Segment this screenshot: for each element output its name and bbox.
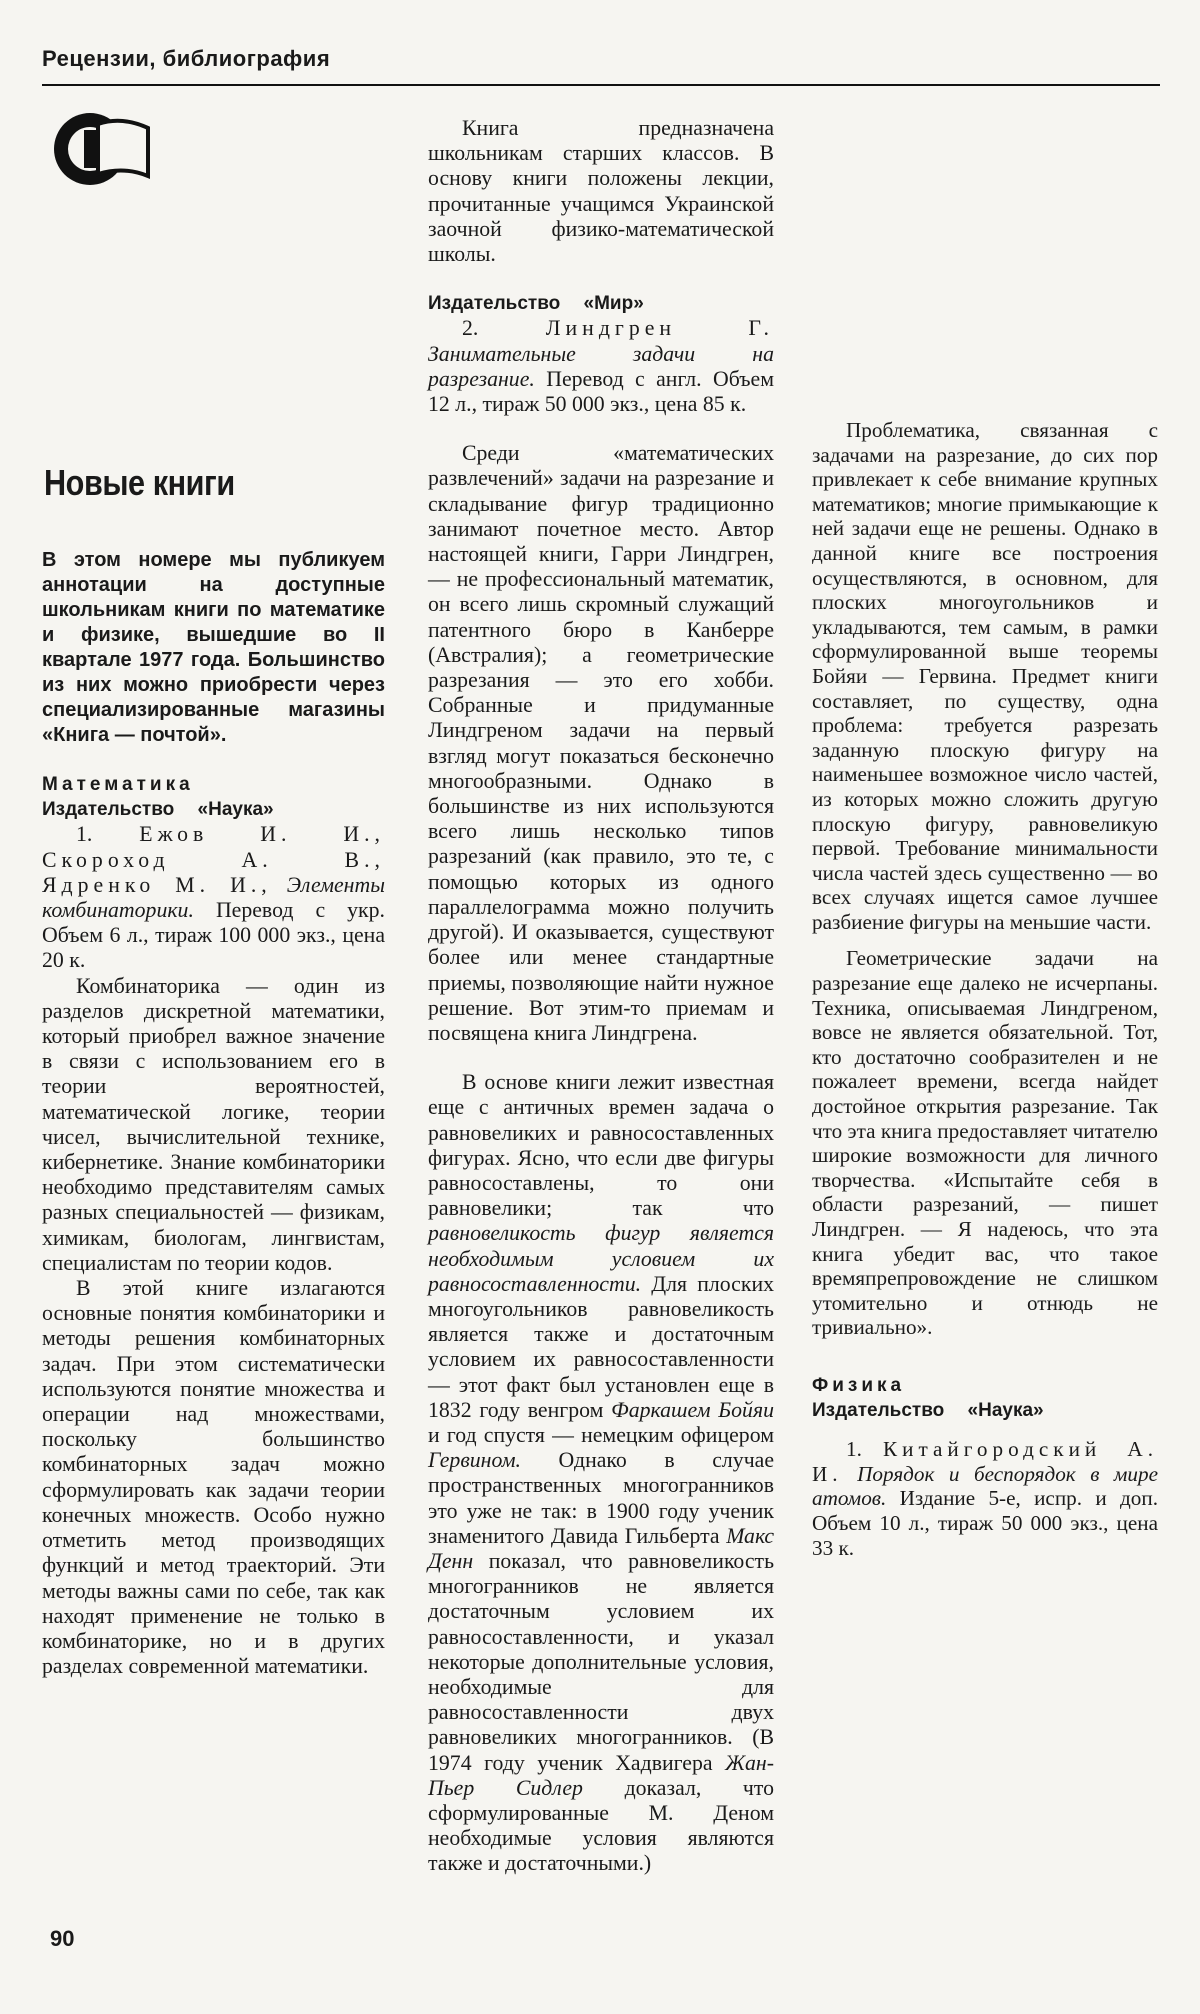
book-entry — [812, 1437, 1158, 1560]
book-details: Издание 5-е, испр. и доп. Объем 10 л., тираж 50 000 экз., цена 33 к. — [812, 1486, 1158, 1560]
section-header: Рецензии, библиография — [42, 46, 331, 71]
paragraph: Книга предназначена школьникам старших классов. В основу книги положены лекции, прочитанные учащимся Украинской заочной физико-математической школы. — [428, 116, 774, 267]
book-authors: Линдгрен Г. — [545, 316, 775, 341]
paragraph: Геометрические задачи на разрезание еще далеко не исчерпаны. Техника, описываемая Линдгреном, вовсе не является обязательной. Тот, кто достаточно сообразителен и не пожалеет времени, всегда найдет достойное открытия разрезание. Так что эта книга предоставляет читателю широкие возможности для личного творчества. «Испытайте себя в области разрезаний, — пишет Линдгрен. — Я надеюсь, что эта книга убедит вас, что такое времяпрепровождение не слишком утомительно и отнюдь не тривиально». — [812, 946, 1158, 1340]
paragraph — [428, 1070, 774, 1877]
text-run: Однако в случае пространственных многогранников это уже не так: в 1900 году ученик знаменитого Давида Гильберта — [428, 1448, 775, 1548]
column-1 — [42, 548, 385, 1679]
book-title: Порядок и беспорядок в мире атомов. — [812, 1461, 1159, 1511]
text-run-italic: Жан-Пьер Сидлер — [428, 1750, 774, 1800]
book-entry — [42, 822, 385, 973]
book-number: 2. — [462, 316, 479, 341]
intro-text: В этом номере мы публикуем аннотации на доступные школьникам книги по математике и физике, вышедшие во II квартале 1977 года. Большинство из них можно приобрести через специализированные магазины «Книга — почтой». — [42, 549, 385, 746]
book-details: Перевод с англ. Объем 12 л., тираж 50 000 экз., цена 85 к. — [428, 366, 774, 417]
book-title: Элементы комбинаторики. — [42, 872, 385, 923]
book-entry — [428, 316, 774, 417]
text-run: и год спустя — немецким офицером — [428, 1422, 774, 1447]
text-run: показал, что равновеликость многогранников не является достаточным условием их равносоставленности, и указал некоторые дополнительные условия, необходимые для равносоставленности двух равновеликих многогранников. (В 1974 году ученик Хадвигера — [428, 1548, 775, 1775]
paragraph: В этой книге излагаются основные понятия комбинаторики и методы решения комбинаторных задач. При этом систематически используются понятие множества и операции над множествами, поскольку большинство комбинаторных задач можно сформулировать как задачи теории конечных множеств. Особо нужно отметить метод производящих функций и метод траекторий. Эти методы важны сами по себе, так как находят применение не только в комбинаторике, но и в других разделах современной математики. — [42, 1276, 385, 1679]
header-rule — [42, 84, 1160, 86]
text-run: В основе книги лежит известная еще с античных времен задача о равновеликих и равносоставленных фигурах. Ясно, что если две фигуры равносоставлены, то они равновелики; так что — [428, 1070, 774, 1221]
paragraph: Среди «математических развлечений» задачи на разрезание и складывание фигур традиционно занимают почетное место. Автор настоящей книги, Гарри Линдгрен, — не профессиональный математик, он всего лишь скромный служащий патентного бюро в Канберре (Австралия); а геометрические разрезания — это его хобби. Собранные и придуманные Линдгреном задачи на первый взгляд могут показаться бесконечно многообразными. Однако в большинстве из них используются всего лишь несколько типов разрезаний (как правило, это те, с помощью которых из одного параллелограмма можно получить другой). И оказывается, существуют более или менее стандартные приемы, позволяющие найти нужное решение. Вот этим-то приемам и посвящена книга Линдгрена. — [428, 441, 774, 1045]
text-run: доказал, что сформулированные М. Деном необходимые условия являются также и достаточными.) — [428, 1775, 775, 1876]
book-authors: Китайгородский А. И. — [812, 1437, 1158, 1486]
math-publisher: Издательство «Наука» — [42, 799, 274, 821]
page-title: Новые книги — [44, 462, 235, 503]
text-run-italic: Макс Денн — [428, 1523, 774, 1573]
text-run: Для плоских многоугольников равновеликость является также и достаточным условием их равносоставленности — этот факт был установлен еще в 1832 году венгром — [428, 1271, 775, 1422]
book-number: 1. — [846, 1437, 862, 1462]
physics-publisher: Издательство «Наука» — [812, 1399, 1044, 1421]
book-details: Перевод с укр. Объем 6 л., тираж 100 000 экз., цена 20 к. — [42, 898, 385, 973]
book-number: 1. — [76, 822, 93, 847]
column-2 — [428, 116, 774, 1877]
text-run-italic: Гервином. — [428, 1448, 521, 1473]
text-run-italic: Фаркашем Бойяи — [611, 1397, 774, 1422]
page-number: 90 — [50, 1926, 75, 1951]
paragraph: Проблематика, связанная с задачами на разрезание, до сих пор привлекает к себе внимание крупных математиков; многие примыкающие к ней задачи еще не решены. Однако в данной книге все построения осуществляются, в основном, для плоских многоугольников и укладываются, тем самым, в рамки сформулированной выше теоремы Бойяи — Гервина. Предмет книги составляет, по существу, одна проблема: требуется разрезать заданную плоскую фигуру на наименьшее возможное число частей, из которых можно сложить другую плоскую фигуру, равновеликую первой. Требование минимальности числа частей здесь существенно — во всех случаях ищется самое лучшее разбиение фигуры на меньшие части. — [812, 418, 1158, 934]
book-title: Занимательные задачи на разрезание. — [428, 341, 774, 391]
book-emblem-icon — [52, 110, 162, 188]
book-authors: Ежов И. И., Скороход А. В., Ядренко М. И., — [42, 822, 386, 897]
mir-publisher: Издательство «Мир» — [428, 293, 644, 315]
column-3-body — [812, 418, 1158, 1560]
physics-rubric: Физика — [812, 1374, 906, 1396]
paragraph: Комбинаторика — один из разделов дискретной математики, который приобрел важное значение в связи с использованием его в теории вероятностей, математической логике, теории чисел, вычислительной технике, кибернетике. Знание комбинаторики необходимо представителям самых разных специальностей — физикам, химикам, биологам, лингвистам, специалистам по теории кодов. — [42, 973, 385, 1275]
text-run-italic: равновеликость фигур является необходимым условием их равносоставленности. — [428, 1221, 774, 1296]
math-rubric: Математика — [42, 774, 194, 795]
